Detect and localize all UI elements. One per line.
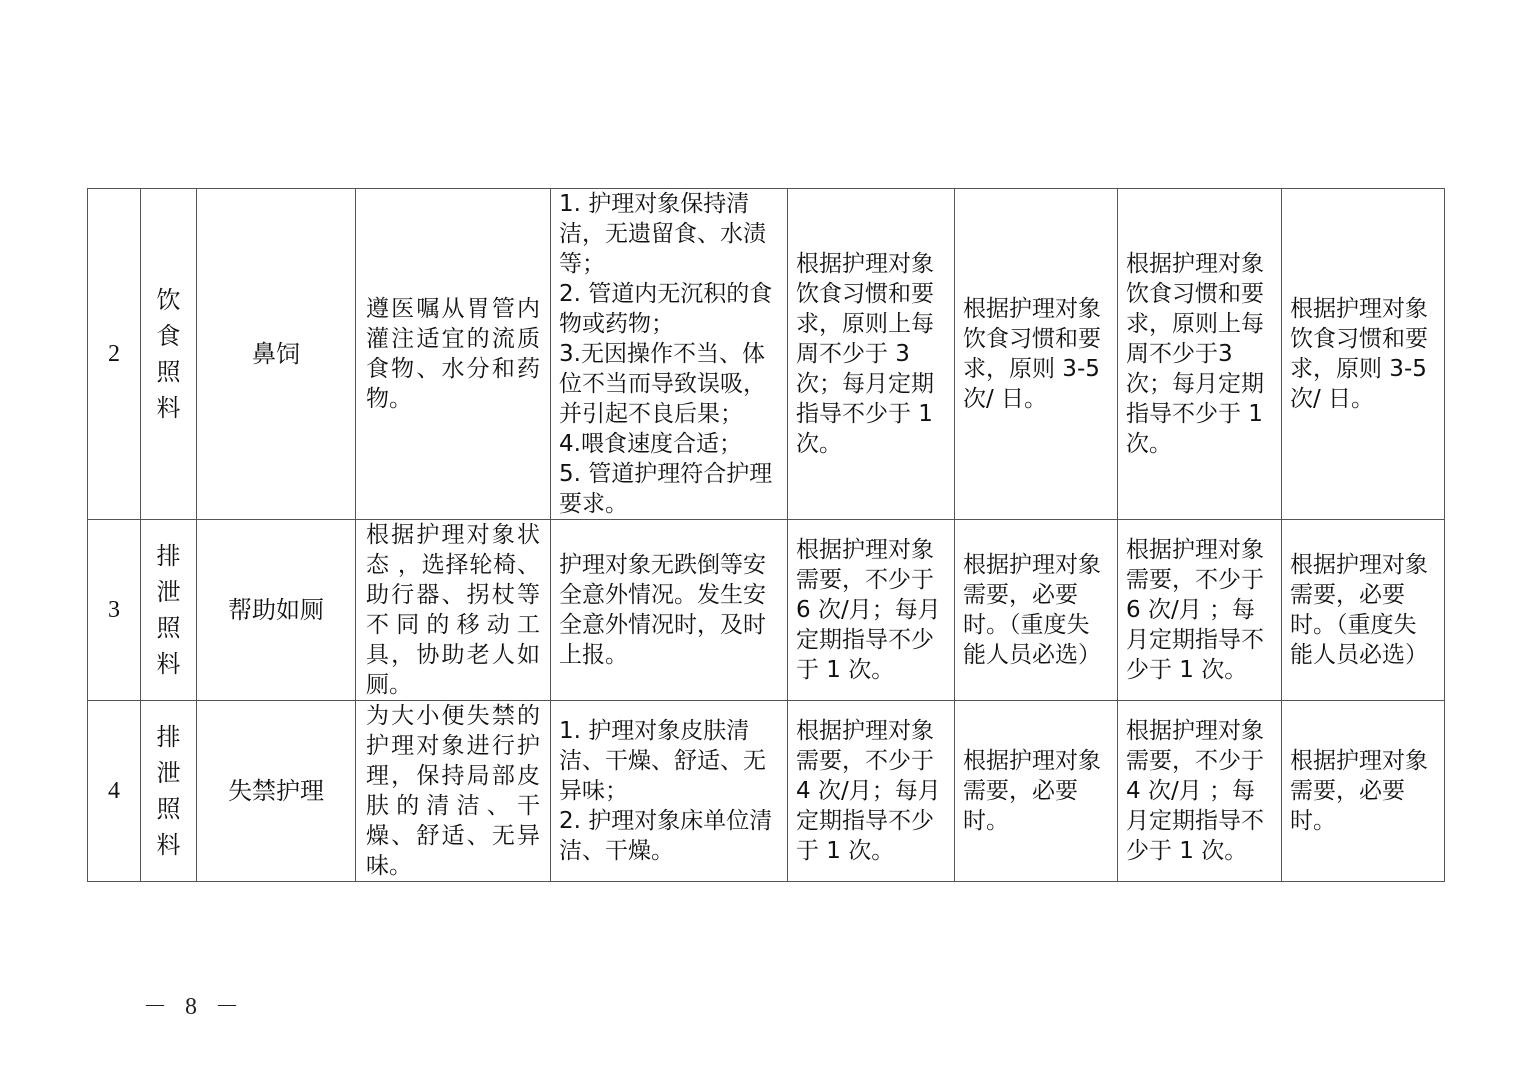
- quality-standards: [551, 520, 788, 701]
- service-description: 根据护理对象状态 ，选择轮椅、助行器、拐杖等不同的移动工具，协助老人如厕。: [356, 520, 551, 701]
- service-frequency-c: 根据护理对象需要，不少于 4 次/月 ；每月定期指导不少于 1 次。: [1118, 701, 1282, 882]
- service-category: 排泄照料: [141, 520, 197, 701]
- table-row: [88, 701, 1445, 882]
- quality-standard-line: 4.喂食速度合适；: [559, 431, 742, 457]
- service-frequency-c: 根据护理对象饮食习惯和要求，原则上每周不少于3 次；每月定期指导不少于 1 次。: [1118, 189, 1282, 520]
- quality-standard-line: 5. 管道护理符合护理要求。: [559, 461, 773, 517]
- page-number: － 8 －: [143, 994, 245, 1020]
- service-frequency-b: 根据护理对象需要，必要时。（重度失能人员必选）: [955, 520, 1118, 701]
- service-frequency-d: 根据护理对象需要，必要时。（重度失能人员必选）: [1282, 520, 1445, 701]
- service-description: 遵医嘱从胃管内灌注适宜的流质食物、水分和药物。: [356, 189, 551, 520]
- service-description: 为大小便失禁的护理对象进行护理，保持局部皮肤的清洁、干燥、舒适、无异味。: [356, 701, 551, 882]
- row-number: 4: [88, 701, 141, 882]
- quality-standard-line: 1. 护理对象保持清洁，无遗留食、水渍等；: [559, 191, 766, 277]
- quality-standards: [551, 701, 788, 882]
- quality-standard-line: 2. 护理对象床单位清洁、干燥。: [559, 808, 773, 864]
- service-category: 饮食照料: [141, 189, 197, 520]
- service-frequency-a: 根据护理对象需要，不少于6 次/月；每月定期指导不少于 1 次。: [788, 520, 955, 701]
- row-number: 3: [88, 520, 141, 701]
- service-frequency-c: 根据护理对象需要，不少于 6 次/月 ；每月定期指导不少于 1 次。: [1118, 520, 1282, 701]
- quality-standards: [551, 189, 788, 520]
- quality-standard-line: 3.无因操作不当、体位不当而导致误吸，并引起不良后果；: [559, 341, 766, 427]
- row-number: 2: [88, 189, 141, 520]
- care-service-table: [87, 188, 1445, 882]
- service-frequency-a: 根据护理对象饮食习惯和要求，原则上每周不少于 3 次；每月定期指导不少于 1 次。: [788, 189, 955, 520]
- service-category: 排泄照料: [141, 701, 197, 882]
- table-row: [88, 189, 1445, 520]
- service-frequency-d: 根据护理对象饮食习惯和要求，原则 3-5 次/ 日。: [1282, 189, 1445, 520]
- quality-standard-line: 2. 管道内无沉积的食物或药物；: [559, 281, 773, 337]
- table-row: [88, 520, 1445, 701]
- service-item: 帮助如厕: [197, 520, 356, 701]
- service-frequency-b: 根据护理对象需要，必要时。: [955, 701, 1118, 882]
- service-frequency-a: 根据护理对象需要，不少于4 次/月；每月定期指导不少于 1 次。: [788, 701, 955, 882]
- service-item: 失禁护理: [197, 701, 356, 882]
- service-item: 鼻饲: [197, 189, 356, 520]
- quality-standard-line: 1. 护理对象皮肤清洁、干燥、舒适、无异味；: [559, 718, 766, 804]
- service-frequency-b: 根据护理对象饮食习惯和要求，原则 3-5 次/ 日。: [955, 189, 1118, 520]
- quality-standard-line: 护理对象无跌倒等安全意外情况。发生安全意外情况时，及时上报。: [559, 552, 766, 668]
- service-frequency-d: 根据护理对象需要，必要时。: [1282, 701, 1445, 882]
